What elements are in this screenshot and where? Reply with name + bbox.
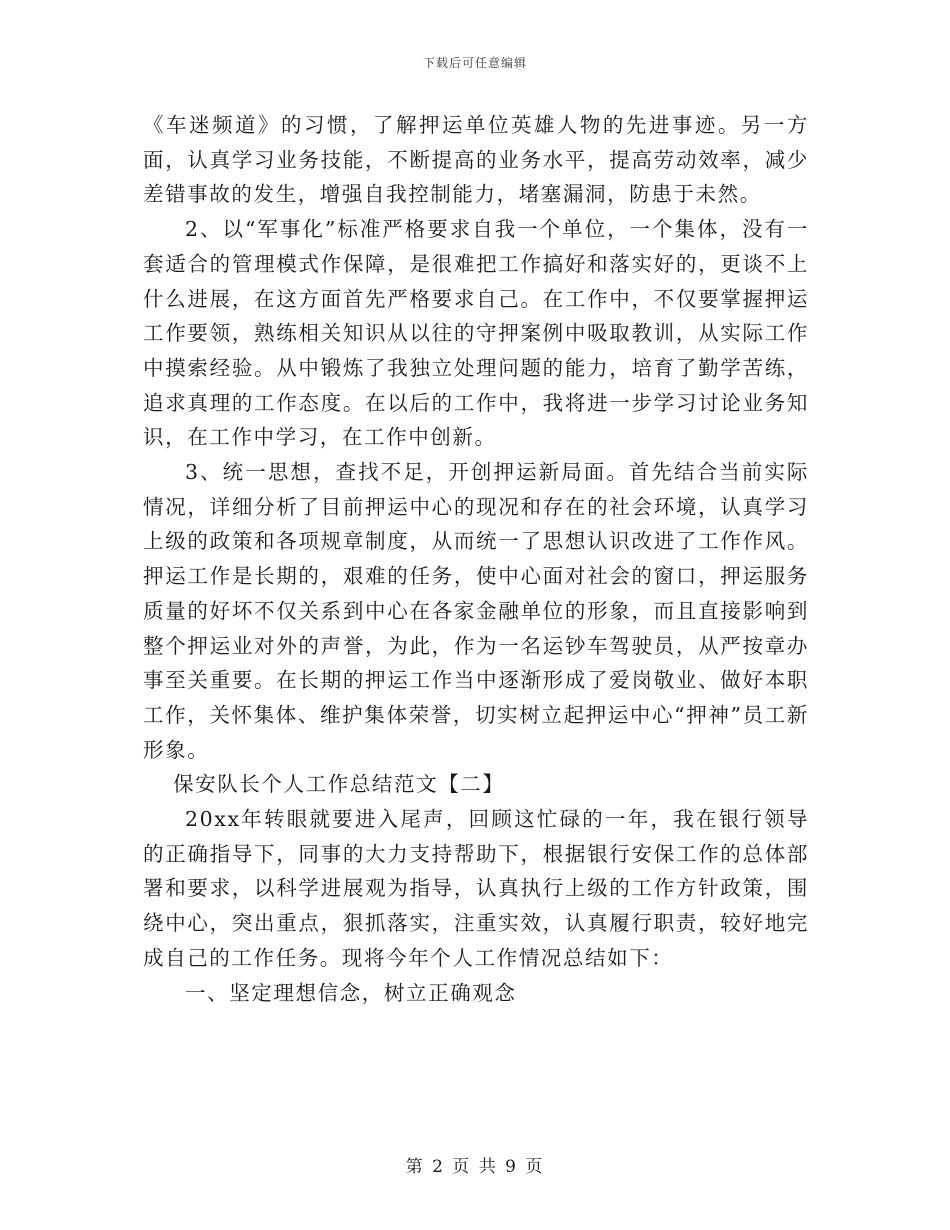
document-body <box>143 108 809 1010</box>
section-heading-1: 一、坚定理想信念，树立正确观念 <box>185 980 517 1005</box>
paragraph-item-2: 2、以“军事化”标准严格要求自我一个单位，一个集体，没有一套适合的管理模式作保障，是很难把工作搞好和落实好的，更谈不上什么进展，在这方面首先严格要求自己。在工作中，不仅要掌握押运工作要领，熟练相关知识从以往的守押案例中吸取教训，从实际工作中摸索经验。从中锻炼了我独立处理问题的能力，培育了勤学苦练，追求真理的工作态度。在以后的工作中，我将进一步学习讨论业务知识，在工作中学习，在工作中创新。 <box>143 217 809 450</box>
page-number-footer: 第 2 页 共 9 页 <box>405 1157 545 1177</box>
paragraph-intro: 20xx年转眼就要进入尾声，回顾这忙碌的一年，我在银行领导的正确指导下，同事的大力支持帮助下，根据银行安保工作的总体部署和要求，以科学进展观为指导，认真执行上级的工作方针政策，围绕中心，突出重点，狠抓落实，注重实效，认真履行职责，较好地完成自己的工作任务。现将今年个人工作情况总结如下： <box>143 807 809 970</box>
paragraph-continuation: 《车迷频道》的习惯，了解押运单位英雄人物的先进事迹。另一方面，认真学习业务技能，不断提高的业务水平，提高劳动效率，减少差错事故的发生，增强自我控制能力，堵塞漏洞，防患于未然。 <box>143 113 809 207</box>
page-header: 下载后可任意编辑 <box>422 56 527 70</box>
section-title: 保安队长个人工作总结范文【二】 <box>173 772 505 797</box>
paragraph-item-3: 3、统一思想，查找不足，开创押运新局面。首先结合当前实际情况，详细分析了目前押运中心的现况和存在的社会环境，认真学习上级的政策和各项规章制度，从而统一了思想认识改进了工作作风。押运工作是长期的，艰难的任务，使中心面对社会的窗口，押运服务质量的好坏不仅关系到中心在各家金融单位的形象，而且直接影响到整个押运业对外的声誉，为此，作为一名运钞车驾驶员，从严按章办事至关重要。在长期的押运工作当中逐渐形成了爱岗敬业、做好本职工作，关怀集体、维护集体荣誉，切实树立起押运中心“押神”员工新形象。 <box>143 460 809 762</box>
